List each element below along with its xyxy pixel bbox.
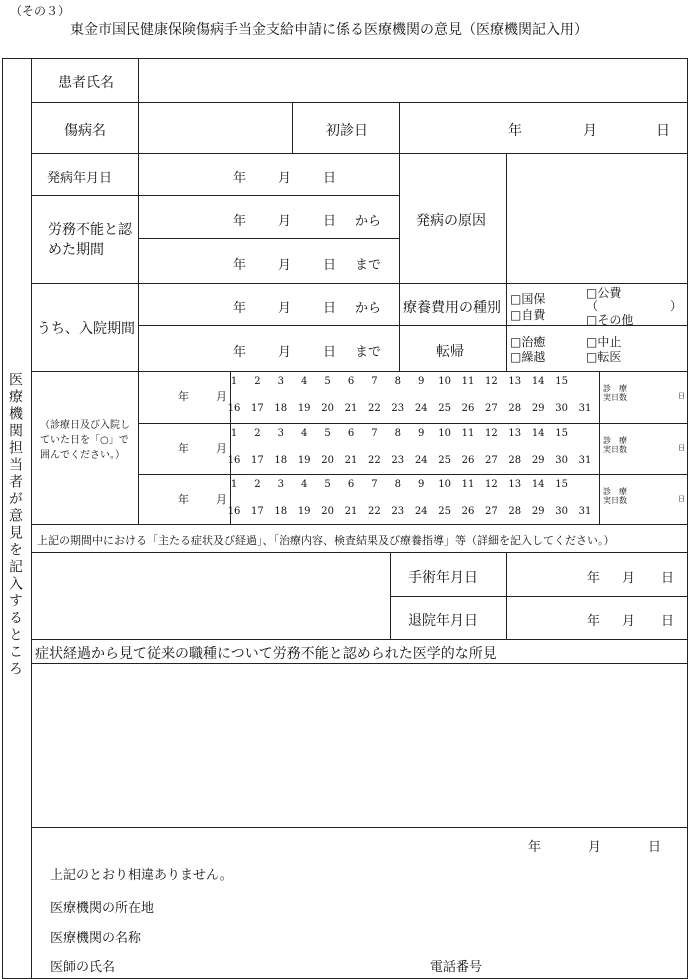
calendar-day[interactable]: 27 bbox=[485, 506, 498, 517]
hosp-to-month[interactable]: 月 bbox=[278, 345, 292, 360]
visit-count-label: 診 療 bbox=[603, 487, 627, 496]
calendar-day[interactable]: 9 bbox=[418, 376, 425, 387]
calendar-day[interactable]: 29 bbox=[531, 403, 545, 414]
hosp-from-day[interactable]: 日 bbox=[323, 301, 337, 316]
calendar-day[interactable]: 4 bbox=[301, 428, 308, 439]
cal-month-3[interactable]: 月 bbox=[216, 493, 227, 506]
side-label: 医療機関担当者が意見を記入するところ bbox=[7, 372, 23, 678]
calendar-day[interactable]: 19 bbox=[297, 403, 311, 414]
hosp-to-year[interactable]: 年 bbox=[233, 345, 247, 360]
calendar-note: （診療日及び入院していた日を「○」で囲んでください。） bbox=[40, 420, 130, 461]
visit-count-label: 実日数 bbox=[603, 496, 627, 505]
hospitalization-label: うち、入院期間 bbox=[37, 321, 135, 337]
visit-count-unit[interactable]: 日 bbox=[678, 392, 685, 400]
calendar-day[interactable]: 28 bbox=[508, 403, 522, 414]
cost-national-checkbox[interactable]: □国保 bbox=[510, 292, 546, 306]
doctor-name-label: 医師の氏名 bbox=[50, 960, 116, 975]
calendar-day[interactable]: 5 bbox=[324, 428, 331, 439]
calendar-day[interactable]: 8 bbox=[394, 479, 401, 490]
visit-count-label: 実日数 bbox=[603, 393, 627, 402]
calendar-day[interactable]: 1 bbox=[230, 479, 238, 490]
calendar-day[interactable]: 24 bbox=[414, 455, 428, 466]
calendar-day[interactable]: 22 bbox=[368, 403, 381, 414]
surgery-month[interactable]: 月 bbox=[622, 571, 636, 586]
calendar-day[interactable]: 14 bbox=[531, 428, 545, 439]
calendar-day[interactable]: 17 bbox=[251, 506, 264, 517]
calendar-day[interactable]: 22 bbox=[368, 455, 381, 466]
visit-count-label: 診 療 bbox=[603, 436, 627, 445]
calendar-day[interactable]: 30 bbox=[555, 506, 568, 517]
cal-year-1[interactable]: 年 bbox=[178, 390, 189, 403]
incap-from-day[interactable]: 日 bbox=[323, 214, 337, 229]
opinion-field[interactable] bbox=[33, 665, 686, 825]
surgery-year[interactable]: 年 bbox=[587, 571, 601, 586]
incap-to-day[interactable]: 日 bbox=[323, 258, 337, 273]
calendar-day[interactable]: 22 bbox=[368, 506, 381, 517]
calendar-day[interactable]: 12 bbox=[485, 479, 498, 490]
calendar-day[interactable]: 10 bbox=[438, 479, 451, 490]
calendar-day[interactable]: 18 bbox=[274, 403, 288, 414]
calendar-day[interactable]: 6 bbox=[347, 428, 355, 439]
calendar-day[interactable]: 7 bbox=[371, 479, 378, 490]
cause-field[interactable] bbox=[508, 155, 686, 281]
cost-self-checkbox[interactable]: □自費 bbox=[510, 308, 546, 322]
calendar-day[interactable]: 16 bbox=[227, 403, 241, 414]
incap-to-suffix: まで bbox=[355, 258, 382, 273]
calendar-day[interactable]: 24 bbox=[414, 506, 428, 517]
facility-address-label: 医療機関の所在地 bbox=[50, 901, 155, 916]
calendar-day[interactable]: 2 bbox=[254, 479, 261, 490]
calendar-day[interactable]: 20 bbox=[321, 403, 334, 414]
calendar-day[interactable]: 3 bbox=[277, 428, 284, 439]
series-label: （その３） bbox=[10, 4, 71, 18]
first-visit-year[interactable]: 年 bbox=[508, 123, 522, 139]
calendar-day[interactable]: 31 bbox=[578, 506, 592, 517]
calendar-day[interactable]: 11 bbox=[461, 428, 475, 439]
calendar-day[interactable]: 31 bbox=[578, 403, 592, 414]
calendar-day[interactable]: 26 bbox=[461, 403, 475, 414]
incap-from-month[interactable]: 月 bbox=[278, 214, 292, 229]
incapacity-period-label: 労務不能と認めた期間 bbox=[48, 222, 132, 258]
calendar-day[interactable]: 3 bbox=[277, 479, 284, 490]
opinion-label: 症状経過から見て従来の職種について労務不能と認められた医学的な所見 bbox=[35, 646, 497, 662]
visit-count-unit[interactable]: 日 bbox=[678, 444, 685, 452]
cost-other-checkbox[interactable]: □その他 bbox=[586, 313, 634, 327]
calendar-day[interactable]: 8 bbox=[394, 428, 401, 439]
calendar-day[interactable]: 29 bbox=[531, 455, 545, 466]
calendar-day[interactable]: 13 bbox=[508, 376, 522, 387]
calendar-day[interactable]: 13 bbox=[508, 479, 522, 490]
calendar-day[interactable]: 31 bbox=[578, 455, 592, 466]
onset-year[interactable]: 年 bbox=[233, 171, 247, 186]
outcome-label: 転帰 bbox=[436, 344, 464, 360]
calendar-day[interactable]: 15 bbox=[555, 428, 568, 439]
visit-count-unit[interactable]: 日 bbox=[678, 495, 685, 503]
calendar-day[interactable]: 23 bbox=[391, 455, 405, 466]
first-visit-day[interactable]: 日 bbox=[656, 123, 670, 139]
cal-year-2[interactable]: 年 bbox=[178, 442, 189, 455]
discharge-month[interactable]: 月 bbox=[622, 614, 636, 629]
calendar-day[interactable]: 12 bbox=[485, 376, 498, 387]
outcome-cured-checkbox[interactable]: □治癒 bbox=[510, 335, 546, 349]
calendar-day[interactable]: 27 bbox=[485, 455, 498, 466]
calendar-day[interactable]: 4 bbox=[301, 376, 308, 387]
calendar-day[interactable]: 17 bbox=[251, 403, 264, 414]
cost-public-paren[interactable]: （ ） bbox=[586, 299, 683, 313]
calendar-day[interactable]: 7 bbox=[371, 376, 378, 387]
hosp-from-month[interactable]: 月 bbox=[278, 301, 292, 316]
outcome-carried-checkbox[interactable]: □繰越 bbox=[510, 350, 546, 364]
facility-name-label: 医療機関の名称 bbox=[50, 931, 142, 946]
calendar-day[interactable]: 30 bbox=[555, 455, 568, 466]
calendar-day[interactable]: 6 bbox=[347, 376, 355, 387]
calendar-day[interactable]: 26 bbox=[461, 455, 475, 466]
calendar-day[interactable]: 11 bbox=[461, 376, 475, 387]
onset-month[interactable]: 月 bbox=[278, 171, 292, 186]
calendar-day[interactable]: 28 bbox=[508, 506, 522, 517]
disease-name-label: 傷病名 bbox=[64, 123, 106, 139]
calendar-day[interactable]: 24 bbox=[414, 403, 428, 414]
hosp-to-day[interactable]: 日 bbox=[323, 345, 337, 360]
discharge-date-label: 退院年月日 bbox=[408, 613, 478, 629]
visit-count-label: 実日数 bbox=[603, 445, 627, 454]
incap-to-year[interactable]: 年 bbox=[233, 258, 247, 273]
calendar-day[interactable]: 25 bbox=[438, 506, 451, 517]
calendar-day[interactable]: 11 bbox=[461, 479, 475, 490]
cost-public-checkbox[interactable]: □公費 bbox=[586, 286, 622, 300]
calendar-day[interactable]: 20 bbox=[321, 506, 334, 517]
calendar-day[interactable]: 21 bbox=[344, 403, 358, 414]
cal-month-2[interactable]: 月 bbox=[216, 442, 227, 455]
cert-year[interactable]: 年 bbox=[528, 840, 542, 855]
calendar-day[interactable]: 1 bbox=[230, 428, 238, 439]
calendar-day[interactable]: 19 bbox=[297, 455, 311, 466]
hosp-from-year[interactable]: 年 bbox=[233, 301, 247, 316]
calendar-day[interactable]: 18 bbox=[274, 455, 288, 466]
calendar-day[interactable]: 14 bbox=[531, 479, 545, 490]
calendar-day[interactable]: 18 bbox=[274, 506, 288, 517]
calendar-day[interactable]: 13 bbox=[508, 428, 522, 439]
calendar-day[interactable]: 3 bbox=[277, 376, 284, 387]
calendar-day[interactable]: 14 bbox=[531, 376, 545, 387]
calendar-day[interactable]: 8 bbox=[394, 376, 401, 387]
calendar-day[interactable]: 9 bbox=[418, 428, 425, 439]
calendar-day[interactable]: 15 bbox=[555, 479, 568, 490]
progress-note-label: 上記の期間中における「主たる症状及び経過」、「治療内容、検査結果及び療養指導」等（詳細を記入してください。） bbox=[37, 534, 615, 547]
discharge-year[interactable]: 年 bbox=[587, 614, 601, 629]
calendar-day[interactable]: 23 bbox=[391, 403, 405, 414]
discharge-day[interactable]: 日 bbox=[661, 614, 675, 629]
patient-name-field[interactable] bbox=[140, 60, 686, 100]
phone-label: 電話番号 bbox=[430, 960, 483, 975]
calendar-day[interactable]: 19 bbox=[297, 506, 311, 517]
outcome-stopped-checkbox[interactable]: □中止 bbox=[586, 335, 622, 349]
certify-text: 上記のとおり相違ありません。 bbox=[50, 868, 233, 883]
outcome-transfer-checkbox[interactable]: □転医 bbox=[586, 350, 622, 364]
onset-day[interactable]: 日 bbox=[323, 171, 337, 186]
disease-name-field[interactable] bbox=[140, 104, 290, 151]
first-visit-month[interactable]: 月 bbox=[583, 123, 597, 139]
incap-from-suffix: から bbox=[355, 214, 382, 229]
visit-count-label: 診 療 bbox=[603, 384, 627, 393]
cert-month[interactable]: 月 bbox=[588, 840, 602, 855]
hosp-from-suffix: から bbox=[355, 301, 382, 316]
calendar-day[interactable]: 16 bbox=[227, 455, 241, 466]
calendar-day[interactable]: 29 bbox=[531, 506, 545, 517]
calendar-day[interactable]: 26 bbox=[461, 506, 475, 517]
calendar-day[interactable]: 2 bbox=[254, 428, 261, 439]
patient-name-label: 患者氏名 bbox=[58, 75, 114, 91]
calendar-day[interactable]: 16 bbox=[227, 506, 241, 517]
calendar-day[interactable]: 15 bbox=[555, 376, 568, 387]
calendar-day[interactable]: 27 bbox=[485, 403, 498, 414]
calendar-day[interactable]: 25 bbox=[438, 455, 451, 466]
calendar-day[interactable]: 30 bbox=[555, 403, 568, 414]
first-visit-label: 初診日 bbox=[326, 123, 368, 139]
hosp-to-suffix: まで bbox=[355, 345, 382, 360]
calendar-day[interactable]: 23 bbox=[391, 506, 405, 517]
calendar-day[interactable]: 21 bbox=[344, 506, 358, 517]
calendar-day[interactable]: 17 bbox=[251, 455, 264, 466]
calendar-day[interactable]: 25 bbox=[438, 403, 451, 414]
calendar-day[interactable]: 4 bbox=[301, 479, 308, 490]
surgery-day[interactable]: 日 bbox=[661, 571, 675, 586]
calendar-day[interactable]: 20 bbox=[321, 455, 334, 466]
incap-from-year[interactable]: 年 bbox=[233, 214, 247, 229]
cal-year-3[interactable]: 年 bbox=[178, 493, 189, 506]
calendar-day[interactable]: 10 bbox=[438, 428, 451, 439]
cost-type-label: 療養費用の種別 bbox=[403, 300, 501, 316]
calendar-day[interactable]: 21 bbox=[344, 455, 358, 466]
cal-month-1[interactable]: 月 bbox=[216, 390, 227, 403]
calendar-day[interactable]: 28 bbox=[508, 455, 522, 466]
calendar-day[interactable]: 6 bbox=[347, 479, 355, 490]
onset-date-label: 発病年月日 bbox=[47, 171, 113, 186]
incap-to-month[interactable]: 月 bbox=[278, 258, 292, 273]
calendar-day[interactable]: 2 bbox=[254, 376, 261, 387]
calendar-day[interactable]: 1 bbox=[230, 376, 238, 387]
surgery-date-label: 手術年月日 bbox=[408, 570, 478, 586]
calendar-day[interactable]: 7 bbox=[371, 428, 378, 439]
calendar-day[interactable]: 12 bbox=[485, 428, 498, 439]
progress-note-field[interactable] bbox=[33, 554, 388, 637]
calendar-day[interactable]: 5 bbox=[324, 376, 331, 387]
cert-day[interactable]: 日 bbox=[648, 840, 662, 855]
calendar-day[interactable]: 10 bbox=[438, 376, 451, 387]
cause-label: 発病の原因 bbox=[416, 213, 486, 229]
calendar-day[interactable]: 9 bbox=[418, 479, 425, 490]
calendar-day[interactable]: 5 bbox=[324, 479, 331, 490]
form-title: 東金市国民健康保険傷病手当金支給申請に係る医療機関の意見（医療機関記入用） bbox=[70, 22, 588, 38]
